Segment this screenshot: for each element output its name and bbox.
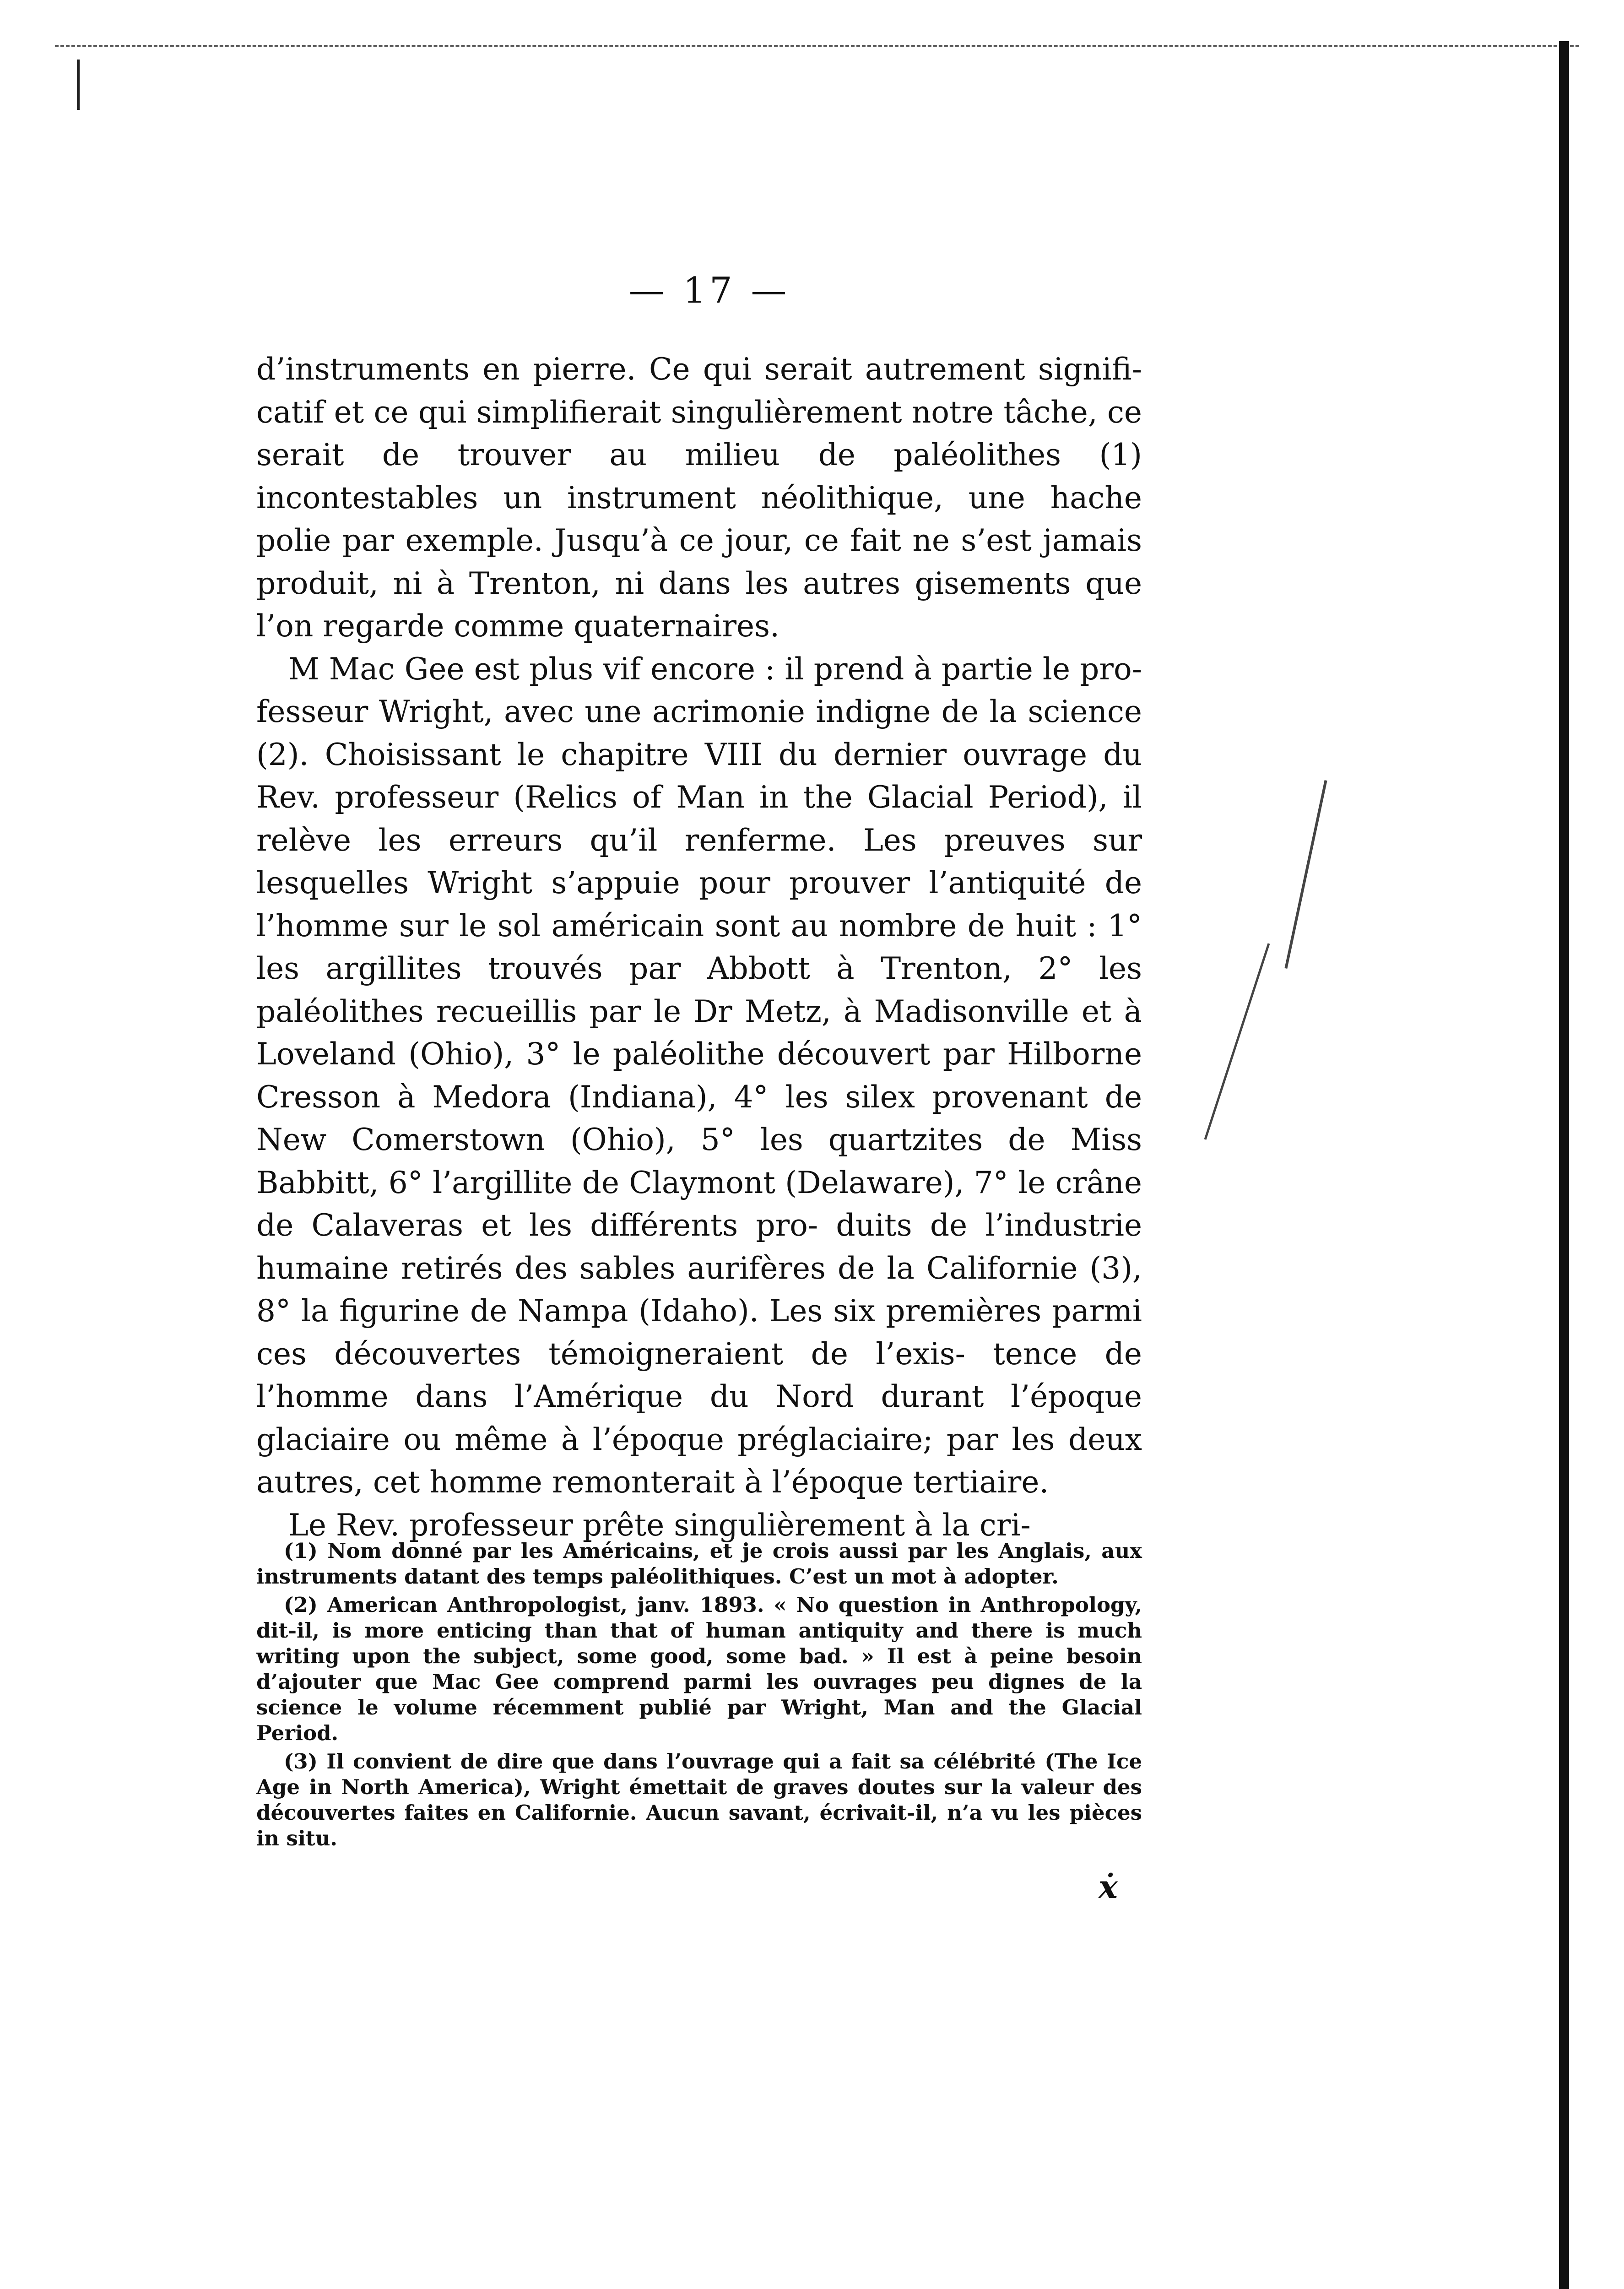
text-line: tence de l’homme dans l’Amérique du Nord durant l’époque xyxy=(256,1336,1142,1414)
footnotes xyxy=(256,1538,1142,1854)
text-line: (Indiana), 4° les silex provenant de New Comerstown (Ohio), xyxy=(256,1079,1142,1157)
text-line: catif et ce qui simplifierait singulièrement notre tâche, ce xyxy=(256,394,1142,430)
text-line: Choisissant le chapitre VIII du dernier ouvrage du Rev. xyxy=(256,737,1142,815)
text-line: 5° les quartzites de Miss Babbitt, 6° l’argillite de Claymont xyxy=(256,1122,1142,1200)
text-line: duits de l’industrie humaine retirés des sables aurifères de xyxy=(256,1208,1142,1286)
text-line: fesseur Wright, avec une acrimonie indigne de la science (2). xyxy=(256,694,1142,772)
footnote-2: (2) American Anthropologist, janv. 1893. « No question in Anthropology, dit-il, is more enticing than that of human antiquity and there is much writing upon the subject, some good, some bad. » Il est à peine besoin d’ajouter que Mac Gee comprend parmi les ouvrages peu dignes de la science le volume récemment publié par Wright, Man and the Glacial Period. xyxy=(256,1593,1142,1745)
text-line: d’instruments en pierre. Ce qui serait autrement signifi- xyxy=(256,352,1142,387)
body-text xyxy=(256,348,1142,1546)
page-number: — 17 — xyxy=(628,270,790,311)
text-line: Le Rev. professeur prête singulièrement à la cri- xyxy=(288,1507,1031,1543)
text-line: 3° le paléolithe découvert par Hilborne Cresson à Medora xyxy=(256,1036,1142,1115)
text-line: le sol américain sont au nombre de huit : 1° les argillites xyxy=(256,908,1142,986)
footnote-1: (1) Nom donné par les Américains, et je crois aussi par les Anglais, aux instruments datant des temps paléolithiques. C’est un mot à adopter. xyxy=(256,1539,1142,1589)
text-line: autres, cet homme remonterait à l’époque tertiaire. xyxy=(256,1465,1049,1500)
paragraph-1 xyxy=(256,348,1142,648)
paragraph-2 xyxy=(256,648,1142,1504)
signature-mark: ẋ xyxy=(1099,1868,1118,1906)
text-line: glaciaire ou même à l’époque préglaciaire; par les deux xyxy=(256,1421,1142,1457)
text-line: M Mac Gee est plus vif encore : il prend à partie le pro- xyxy=(288,651,1142,687)
text-line: trouvés par Abbott à Trenton, 2° les paléolithes recueillis xyxy=(256,951,1142,1029)
scan-edge-right xyxy=(1559,41,1569,2289)
text-line: professeur (Relics of Man in the Glacial Period), il relève xyxy=(256,780,1142,858)
text-line: par le Dr Metz, à Madisonville et à Loveland (Ohio), xyxy=(256,993,1142,1072)
footnote-3: (3) Il convient de dire que dans l’ouvrage qui a fait sa célébrité (The Ice Age in North America), Wright émettait de graves doutes sur la valeur des découvertes faites en Californie. Aucun savant, écrivait-il, n’a vu les pièces in situ. xyxy=(256,1749,1142,1850)
text-line: Wright s’appuie pour prouver l’antiquité de l’homme sur xyxy=(256,865,1142,944)
text-line: (Delaware), 7° le crâne de Calaveras et les différents pro- xyxy=(256,1165,1142,1243)
text-line: la Californie (3), 8° la figurine de Nampa (Idaho). Les six xyxy=(256,1250,1142,1329)
scan-speck xyxy=(1204,943,1270,1140)
text-line: Jusqu’à ce jour, ce fait ne s’est jamais produit, ni à xyxy=(256,523,1142,601)
text-line: serait de trouver au milieu de paléolithes (1) incontestables xyxy=(256,437,1142,515)
text-line: un instrument néolithique, une hache polie par exemple. xyxy=(256,480,1142,558)
text-line: Trenton, ni dans les autres gisements que l’on regarde xyxy=(256,565,1142,644)
scan-edge-top xyxy=(55,45,1579,47)
text-line: premières parmi ces découvertes témoigneraient de l’exis- xyxy=(256,1293,1142,1372)
scan-speck xyxy=(1284,780,1327,969)
text-line: les erreurs qu’il renferme. Les preuves sur lesquelles xyxy=(256,822,1142,900)
text-line: comme quaternaires. xyxy=(454,608,780,644)
scan-edge-left-mark xyxy=(77,60,80,110)
